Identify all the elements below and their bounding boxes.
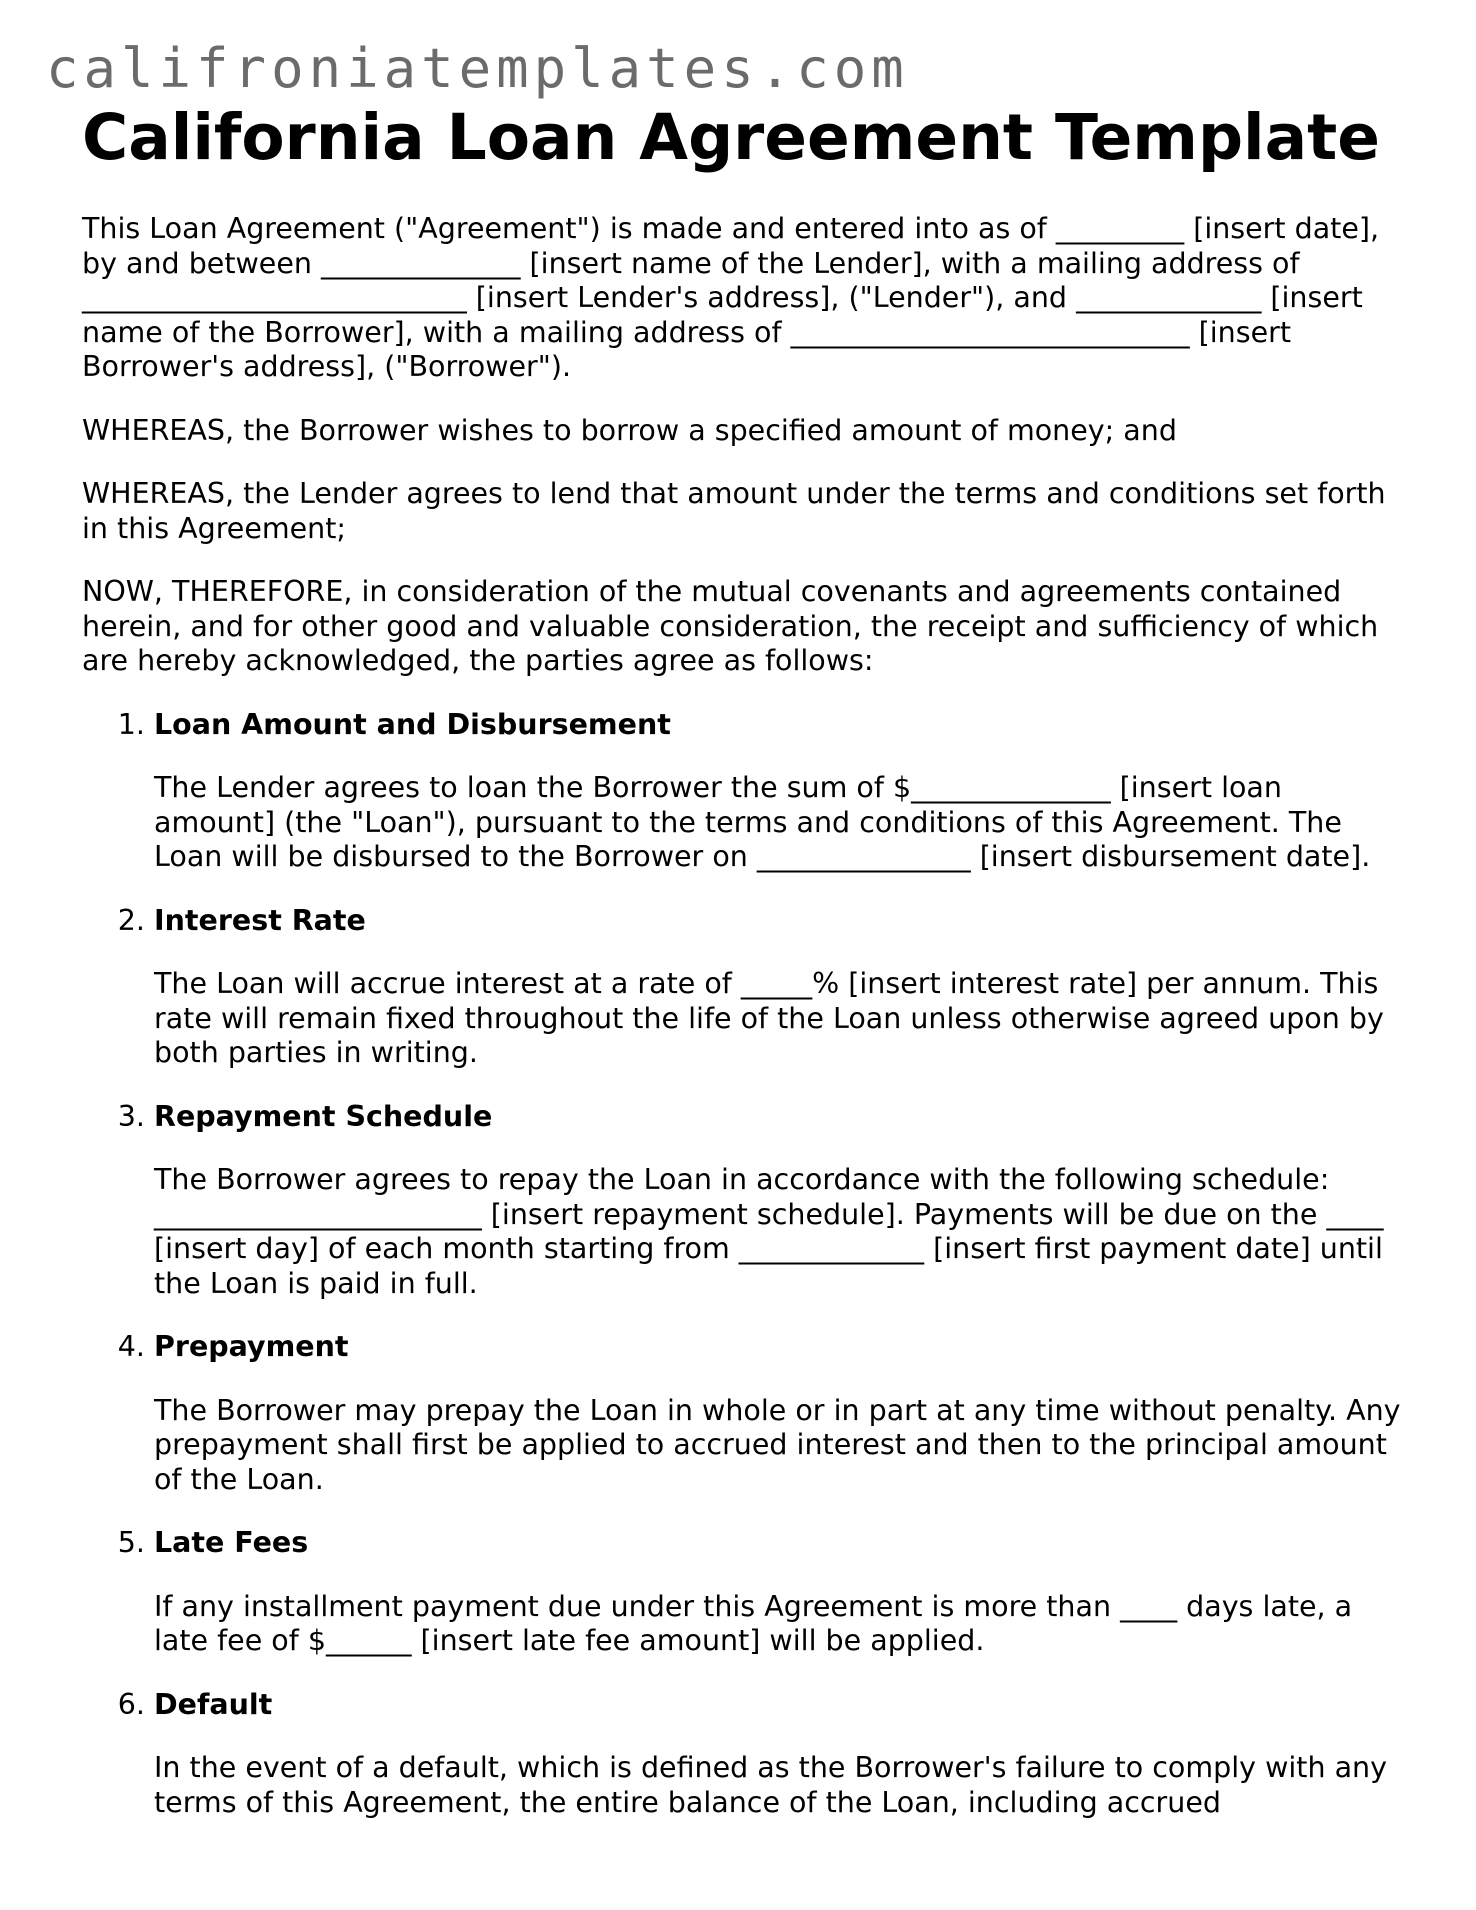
section-heading: 3. Repayment Schedule	[154, 1099, 493, 1133]
section-body: The Lender agrees to loan the Borrower the sum of $______________ [insert loan amount] (the "Loan"), pursuant to the terms and conditions of this Agreement. The Loan will be disbursed to the Borrower on _______________ [insert disbursement date].	[154, 771, 1371, 873]
section-heading: 2. Interest Rate	[154, 903, 366, 937]
section-prepayment	[154, 1330, 1412, 1497]
section-body: In the event of a default, which is defined as the Borrower's failure to comply with any terms of this Agreement, the entire balance of the Loan, including accrued	[154, 1751, 1387, 1819]
now-therefore-paragraph: NOW, THEREFORE, in consideration of the mutual covenants and agreements contained herein, and for other good and valuable consideration, the receipt and sufficiency of which are hereby acknowledged, the parties agree as follows:	[82, 575, 1379, 677]
section-body: The Loan will accrue interest at a rate of _____% [insert interest rate] per annum. This rate will remain fixed throughout the life of the Loan unless otherwise agreed upon by both parties in writing.	[154, 967, 1384, 1069]
intro-paragraph: This Loan Agreement ("Agreement") is made and entered into as of _________ [insert date], by and between ______________ [insert name of the Lender], with a mailing address of ___________________________ [insert Lender's address], ("Lender"), and _____________ [insert name of the Borrower], with a mailing address of ____________________________ [insert Borrower's address], ("Borrower").	[82, 212, 1380, 383]
whereas-lender-paragraph: WHEREAS, the Lender agrees to lend that amount under the terms and conditions set forth in this Agreement;	[82, 477, 1386, 545]
page-title: California Loan Agreement Template	[82, 101, 1380, 174]
section-heading: 1. Loan Amount and Disbursement	[154, 707, 671, 741]
section-late-fees	[154, 1526, 1412, 1659]
whereas-borrower-paragraph: WHEREAS, the Borrower wishes to borrow a specified amount of money; and	[82, 413, 1177, 447]
section-body: The Borrower may prepay the Loan in whole or in part at any time without penalty. Any prepayment shall first be applied to accrued interest and then to the principal amount of the Loan.	[154, 1393, 1401, 1496]
site-watermark: califroniatemplates.com	[46, 37, 909, 100]
section-repayment-schedule	[154, 1100, 1412, 1302]
section-body: The Borrower agrees to repay the Loan in accordance with the following schedule: _______________________ [insert repayment schedule]. Payments will be due on the ____ [insert day] of each month starting from _____________ [insert first payment date] until the Loan is paid in full.	[154, 1163, 1384, 1300]
section-body: If any installment payment due under this Agreement is more than ____ days late, a late fee of $______ [insert late fee amount] will be applied.	[154, 1589, 1353, 1657]
section-default	[154, 1688, 1412, 1821]
section-heading: 4. Prepayment	[154, 1330, 349, 1363]
agreement-sections-list	[82, 708, 1412, 1821]
section-loan-amount	[154, 708, 1412, 875]
section-heading: 5. Late Fees	[154, 1526, 309, 1559]
section-interest-rate	[154, 904, 1412, 1071]
agreement-body	[82, 212, 1412, 1849]
section-heading: 6. Default	[154, 1687, 273, 1721]
